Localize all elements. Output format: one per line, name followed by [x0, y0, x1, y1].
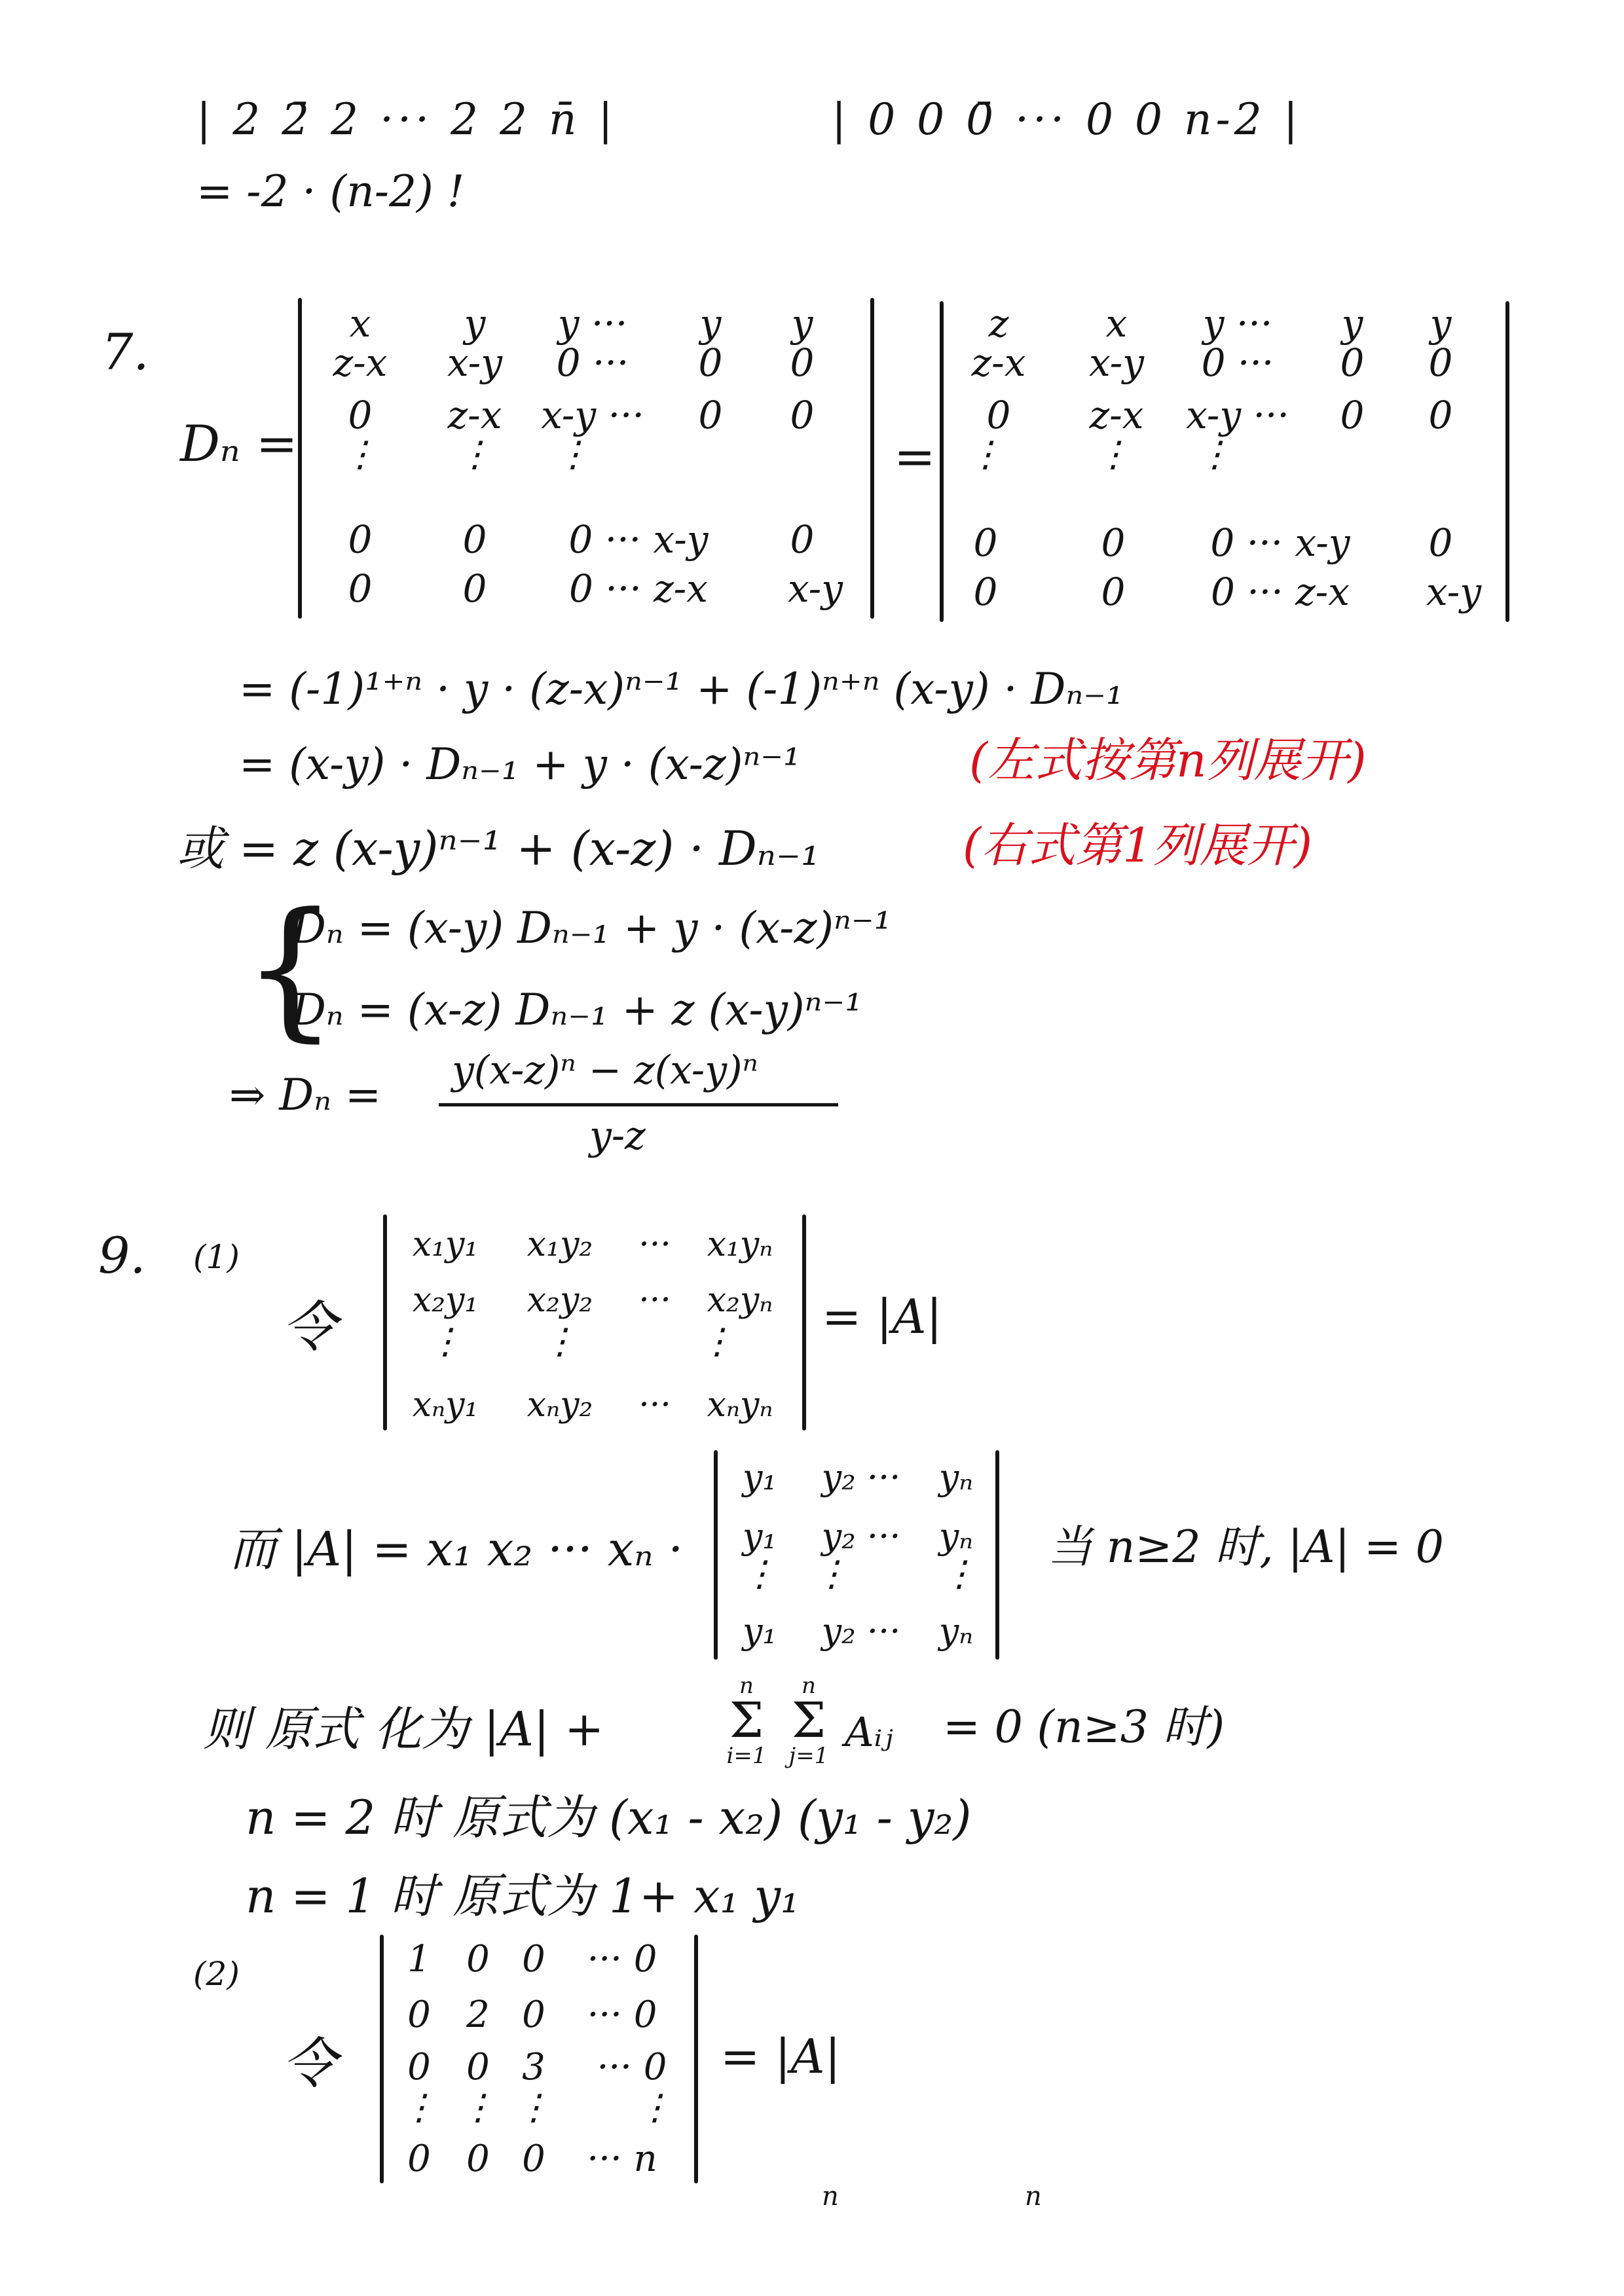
sum-j	[779, 1673, 838, 1769]
matrix-cell: ··· n	[587, 2138, 657, 2180]
matrix-cell: 0	[1428, 393, 1453, 437]
sum-i-lower: i=1	[726, 1742, 767, 1769]
matrix-cell: 0	[466, 2046, 490, 2088]
matrix-cell: y₁	[742, 1516, 777, 1557]
system-brace: {	[242, 881, 339, 1056]
matrix-cell: ··· 0	[587, 1938, 657, 1980]
det-bar-left	[380, 1935, 384, 2183]
matrix-cell: 0 ··· x-y	[568, 517, 709, 562]
matrix-cell: 0	[462, 566, 487, 611]
p9-aij: Aᵢⱼ	[845, 1708, 893, 1756]
vdots: ⋮	[968, 433, 1003, 475]
matrix-cell: y₁	[742, 1457, 777, 1498]
matrix-cell: 0	[466, 1938, 490, 1980]
matrix-cell: 0	[407, 1994, 431, 2036]
matrix-cell: y	[1341, 301, 1363, 346]
p9-eq-A-2: = |A|	[720, 2029, 841, 2084]
matrix-cell: ··· 0	[587, 1994, 657, 2036]
matrix-cell: x₁yₙ	[707, 1225, 773, 1264]
matrix-cell: 0	[1428, 340, 1453, 385]
det-bar-left	[940, 301, 944, 622]
matrix-cell: ··· 0	[597, 2046, 667, 2088]
p9-ze-end: = 0 (n≥3 时)	[943, 1702, 1225, 1753]
matrix-cell: x₁y₂	[526, 1225, 593, 1264]
matrix-cell: 0 ···	[1201, 340, 1274, 385]
p7-implies: ⇒ Dₙ =	[229, 1070, 382, 1120]
p9-eq-A-1: = |A|	[822, 1289, 942, 1344]
matrix-cell: x₂yₙ	[707, 1281, 773, 1320]
matrix-cell: y	[464, 301, 486, 346]
p9-part2-label: (2)	[193, 1955, 240, 1993]
top-row-b: | 0 0 0̄ ··· 0 0 n-2 |	[832, 94, 1302, 145]
vdots: ⋮	[814, 1553, 849, 1594]
matrix-cell: 0	[973, 520, 998, 565]
matrix-cell: 0 ··· x-y	[1210, 520, 1350, 565]
p9-matrix-y	[714, 1450, 1002, 1660]
bottom-fragment-2: n	[1025, 2181, 1042, 2212]
p9-ling-2: 令	[282, 2032, 337, 2096]
matrix-cell: z-x	[971, 340, 1026, 385]
vdots: ⋮	[342, 433, 378, 475]
matrix-cell: xₙyₙ	[707, 1385, 773, 1425]
top-row-a: | 2 2̄ 2 ··· 2 2 n̄ |	[196, 94, 617, 145]
det-bar-left	[714, 1450, 718, 1660]
p9-ze-line: 则 原式 化为 |A| +	[203, 1702, 604, 1757]
problem-9-number: 9.	[98, 1226, 146, 1285]
matrix-cell: 0	[466, 2138, 490, 2180]
p9-when-line: 当 n≥2 时, |A| = 0	[1048, 1522, 1444, 1573]
matrix-cell: 0	[1101, 570, 1126, 614]
det-bar-left	[383, 1214, 387, 1430]
sigma-icon: Σ	[791, 1692, 826, 1749]
p7-lhs: Dₙ =	[180, 414, 298, 473]
p9-part1-label: (1)	[193, 1238, 240, 1276]
p7-or-line: 或 = z (x-y)ⁿ⁻¹ + (x-z) · Dₙ₋₁	[177, 821, 820, 876]
matrix-cell: xₙy₁	[412, 1385, 479, 1425]
sum-j-lower: j=1	[788, 1742, 829, 1769]
matrix-cell: 0	[348, 393, 373, 437]
matrix-cell: x-y	[787, 566, 843, 611]
p7-system-eq1: Dₙ = (x-y) Dₙ₋₁ + y · (x-z)ⁿ⁻¹	[291, 903, 892, 953]
matrix-cell: yₙ	[938, 1611, 974, 1652]
p7-numerator: y(x-z)ⁿ − z(x-y)ⁿ	[452, 1048, 758, 1093]
vdots: ⋮	[542, 1321, 578, 1362]
matrix-cell: x-y	[447, 340, 503, 385]
matrix-cell: 2	[466, 1994, 490, 2036]
matrix-cell: 3	[522, 2046, 545, 2088]
sum-i	[717, 1673, 776, 1769]
vdots: ⋮	[637, 2086, 673, 2128]
matrix-cell: y ···	[1202, 301, 1273, 346]
matrix-cell: 0	[986, 393, 1011, 437]
bottom-fragment-1: n	[822, 2181, 839, 2212]
problem-7-number: 7.	[101, 323, 149, 381]
matrix-cell: x	[1105, 301, 1128, 346]
matrix-cell: 0 ··· z-x	[569, 566, 708, 611]
matrix-cell: x₁y₁	[412, 1225, 479, 1264]
vdots: ⋮	[428, 1321, 463, 1362]
p7-step1: = (-1)¹⁺ⁿ · y · (z-x)ⁿ⁻¹ + (-1)ⁿ⁺ⁿ (x-y) · Dₙ₋₁	[239, 664, 1124, 714]
p7-system-eq2: Dₙ = (x-z) Dₙ₋₁ + z (x-y)ⁿ⁻¹	[291, 985, 862, 1035]
p9-n2-line: n = 2 时 原式为 (x₁ - x₂) (y₁ - y₂)	[246, 1790, 972, 1845]
matrix-cell: x-y ···	[1186, 393, 1289, 437]
vdots: ⋮	[555, 433, 591, 475]
matrix-cell: 0	[790, 340, 815, 385]
p9-ling-1: 令	[282, 1295, 337, 1359]
matrix-cell: ···	[638, 1225, 671, 1264]
matrix-cell: y ···	[557, 301, 628, 346]
p9-matrix-xy	[383, 1214, 809, 1430]
matrix-cell: 0	[348, 566, 373, 611]
p7-right-determinant	[940, 301, 1509, 622]
matrix-cell: y	[1430, 301, 1452, 346]
matrix-cell: x-y ···	[541, 393, 644, 437]
sum-j-upper: n	[802, 1673, 816, 1699]
matrix-cell: x-y	[1426, 570, 1482, 614]
matrix-cell: 0 ···	[556, 340, 629, 385]
vdots: ⋮	[699, 1321, 735, 1362]
matrix-cell: ···	[638, 1385, 671, 1425]
matrix-cell: 0	[348, 517, 373, 562]
matrix-cell: y	[791, 301, 813, 346]
vdots: ⋮	[457, 433, 492, 475]
matrix-cell: y₂ ···	[821, 1516, 901, 1557]
matrix-cell: x	[349, 301, 371, 346]
matrix-cell: 0 ··· z-x	[1211, 570, 1350, 614]
matrix-cell: 0	[698, 340, 723, 385]
matrix-cell: 0	[522, 2138, 545, 2180]
sigma-icon: Σ	[729, 1692, 764, 1749]
top-result: = -2 · (n-2) !	[196, 166, 465, 217]
det-bar-right	[995, 1450, 999, 1660]
p9-matrix-diagonal	[380, 1935, 701, 2183]
p7-denominator: y-z	[589, 1113, 646, 1159]
p7-step2: = (x-y) · Dₙ₋₁ + y · (x-z)ⁿ⁻¹	[239, 739, 801, 790]
matrix-cell: y	[699, 301, 722, 346]
det-bar-right	[870, 298, 874, 619]
matrix-cell: z-x	[333, 340, 388, 385]
matrix-cell: ···	[638, 1281, 671, 1320]
vdots: ⋮	[516, 2086, 551, 2128]
matrix-cell: 0	[522, 1994, 545, 2036]
matrix-cell: 0	[407, 2138, 431, 2180]
matrix-cell: y₁	[742, 1611, 777, 1652]
matrix-cell: yₙ	[938, 1457, 974, 1498]
matrix-cell: 0	[698, 393, 723, 437]
matrix-cell: 0	[1428, 520, 1453, 565]
p7-note-left-expansion: (左式按第n列展开)	[969, 733, 1367, 788]
vdots: ⋮	[742, 1553, 777, 1594]
matrix-cell: x-y	[1088, 340, 1145, 385]
matrix-cell: y₂ ···	[821, 1611, 901, 1652]
matrix-cell: x₂y₁	[412, 1281, 479, 1320]
sum-i-upper: n	[739, 1673, 754, 1699]
det-bar-right	[1505, 301, 1509, 622]
vdots: ⋮	[401, 2086, 437, 2128]
det-bar-right	[802, 1214, 806, 1430]
matrix-cell: 0	[1340, 393, 1365, 437]
matrix-cell: y₂ ···	[821, 1457, 901, 1498]
matrix-cell: 0	[790, 393, 815, 437]
matrix-cell: z	[988, 301, 1009, 346]
vdots: ⋮	[1197, 433, 1232, 475]
det-bar-right	[694, 1935, 698, 2183]
p7-left-determinant	[298, 298, 874, 619]
matrix-cell: 0	[462, 517, 487, 562]
matrix-cell: 0	[973, 570, 998, 614]
matrix-cell: 0	[407, 2046, 431, 2088]
det-bar-left	[298, 298, 302, 619]
matrix-cell: xₙy₂	[526, 1385, 593, 1425]
matrix-cell: z-x	[447, 393, 502, 437]
matrix-cell: x₂y₂	[526, 1281, 593, 1320]
p9-er-line: 而 |A| = x₁ x₂ ··· xₙ ·	[229, 1522, 684, 1576]
matrix-cell: z-x	[1089, 393, 1144, 437]
vdots: ⋮	[942, 1553, 977, 1594]
matrix-cell: yₙ	[938, 1516, 974, 1557]
matrix-cell: 0	[790, 517, 815, 562]
matrix-cell: 0	[522, 1938, 545, 1980]
p7-note-right-expansion: (右式第1列展开)	[963, 818, 1312, 873]
vdots: ⋮	[1096, 433, 1131, 475]
matrix-cell: 0	[1101, 520, 1126, 565]
matrix-cell: 1	[407, 1938, 431, 1980]
p7-equals: =	[894, 428, 936, 486]
p9-n1-line: n = 1 时 原式为 1+ x₁ y₁	[246, 1868, 800, 1923]
matrix-cell: 0	[1340, 340, 1365, 385]
vdots: ⋮	[460, 2086, 496, 2128]
fraction-bar	[439, 1103, 838, 1106]
